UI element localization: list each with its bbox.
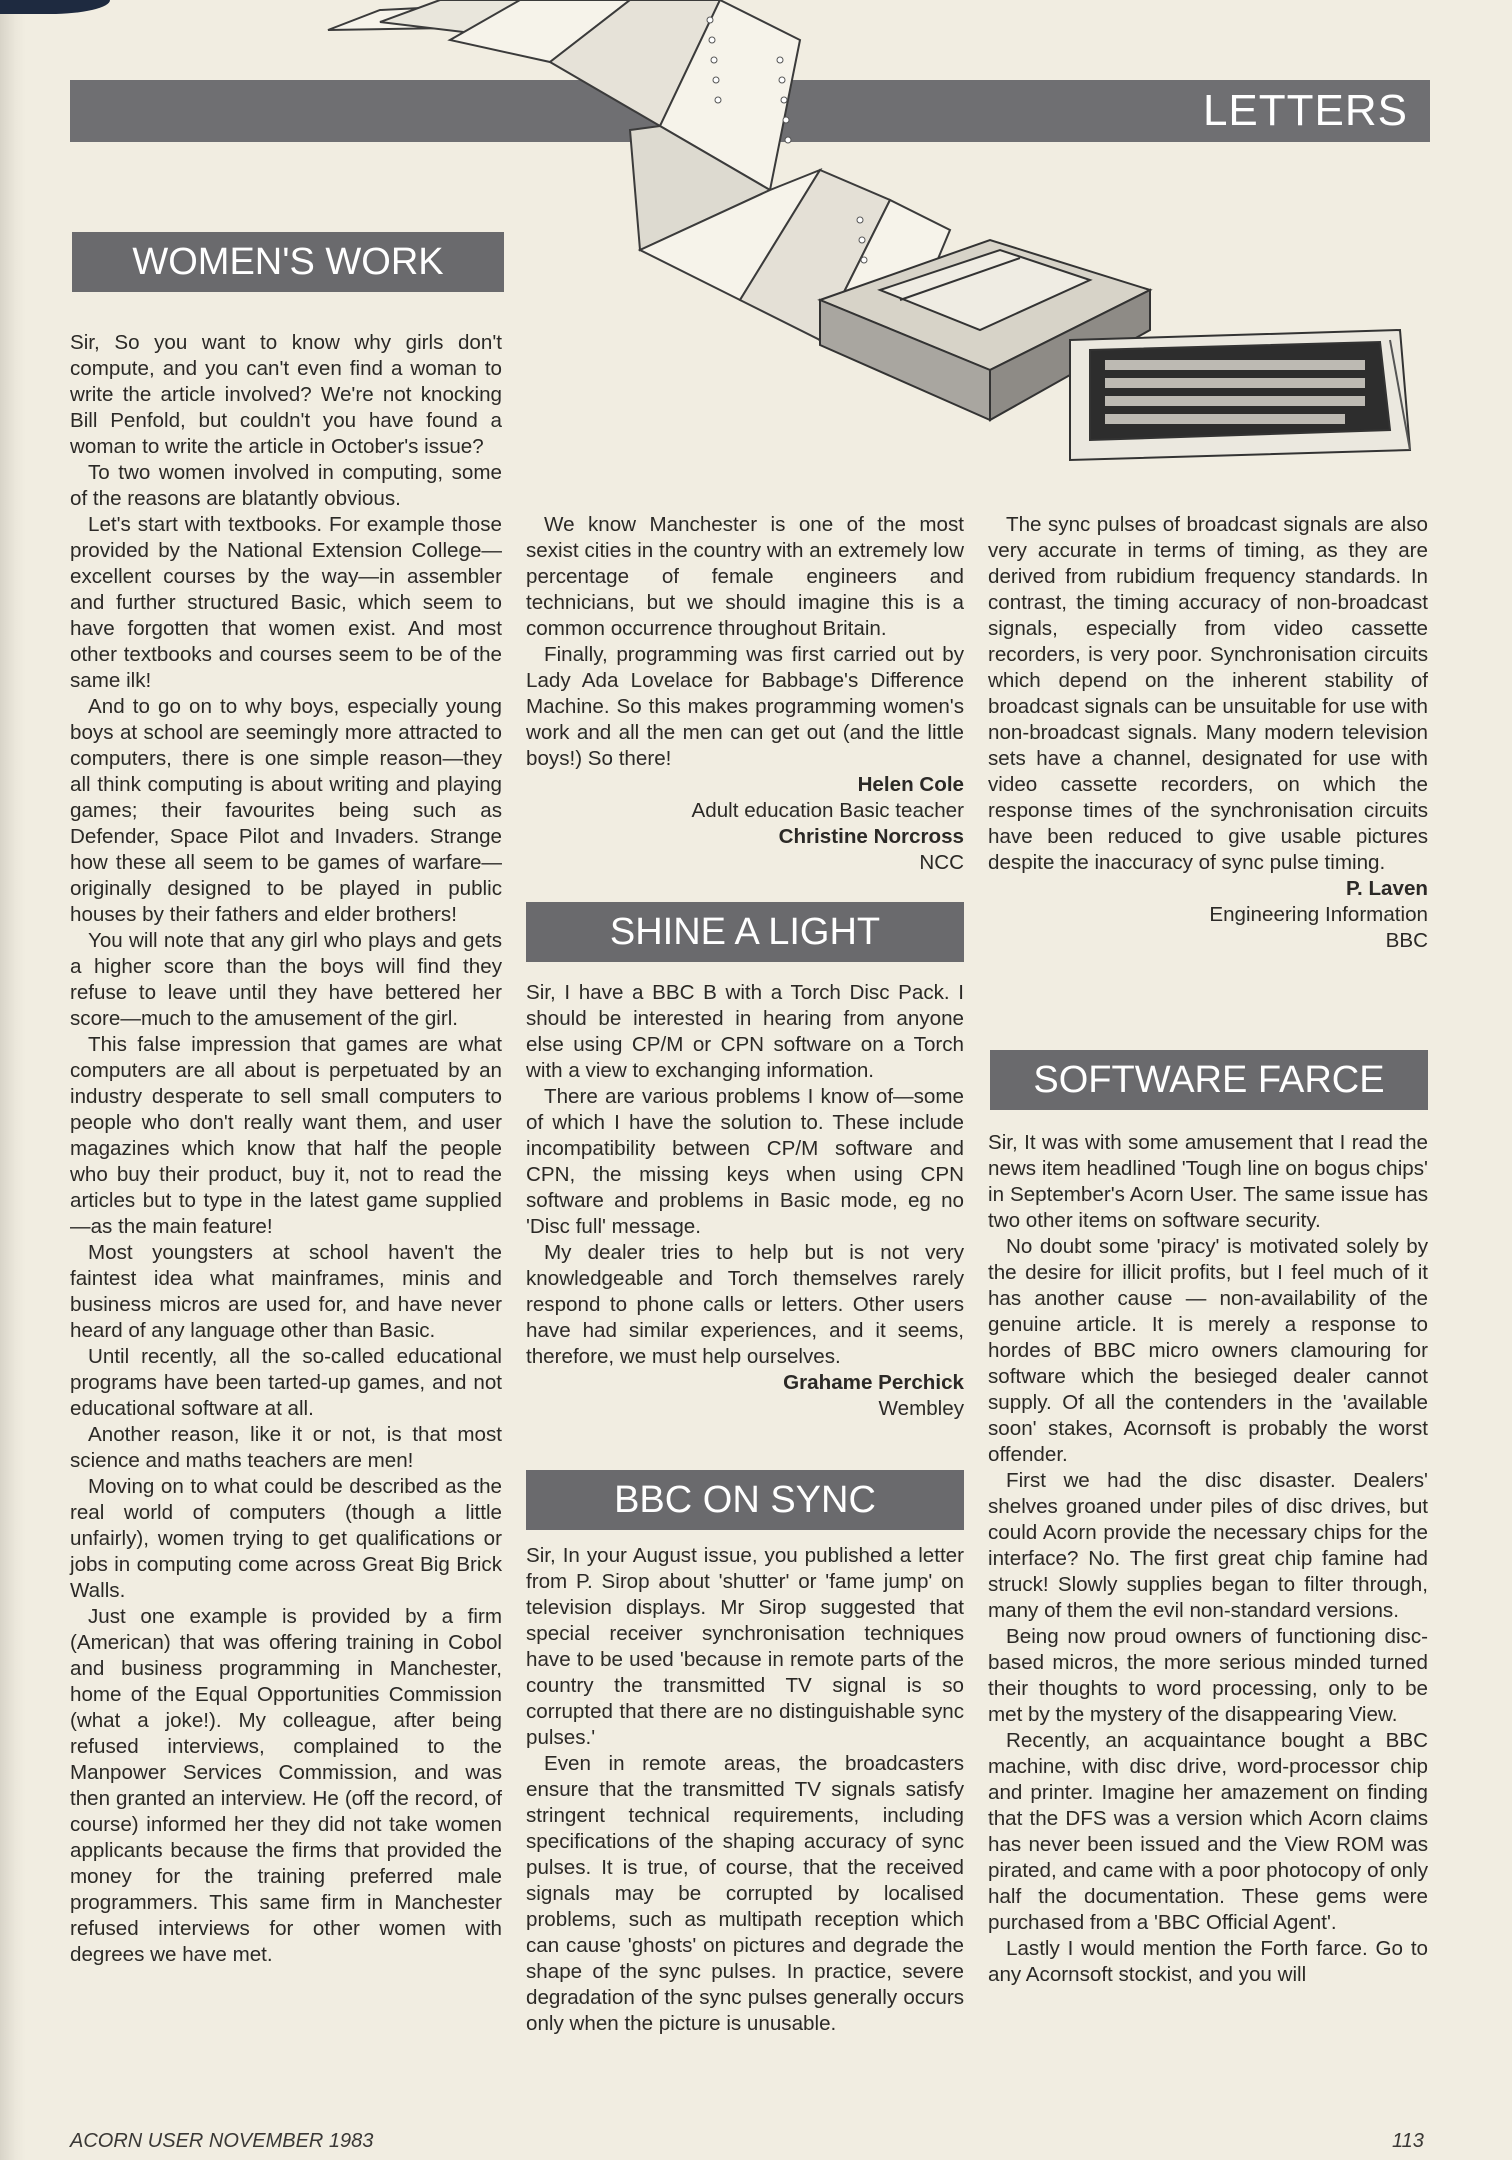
letter-paragraph: My dealer tries to help but is not very knowledgeable and Torch themselves rarely respond to phone calls or letters. Other users have had similar experiences, and it seems, therefore, we must help ourselves. (526, 1241, 964, 1368)
column-3 (988, 512, 1428, 954)
page-corner-shadow (0, 0, 110, 14)
letter-paragraph: And to go on to why boys, especially young boys at school are seemingly more attracted to computers, there is one simple reason—they all think computing is about writing and playing games; their favourites being such as Defender, Space Pilot and Invaders. Strange how these all seem to be games of warfare—originally designed to be played in public houses by their fathers and elder brothers! (70, 695, 502, 926)
letter-paragraph: Even in remote areas, the broadcasters ensure that the transmitted TV signals satisfy stringent technical requirements, including specifications of the shaping accuracy of sync pulses. It is true, of course, that the received signals may be corrupted by localised problems, such as multipath reception which can cause 'ghosts' on pictures and degrade the shape of the sync pulses. In practice, severe degradation of the sync pulses generally occurs only when the picture is unusable. (526, 1752, 964, 2035)
heading-software-farce: SOFTWARE FARCE (990, 1050, 1428, 1110)
signature-role: Engineering Information (1209, 903, 1428, 926)
letter-paragraph: You will note that any girl who plays and gets a higher score than the boys will find they refuse to leave until they have bettered her score—much to the amusement of the girl. (70, 929, 502, 1030)
signature-name: Christine Norcross (778, 825, 964, 848)
signature-org: NCC (919, 851, 964, 874)
letter-paragraph: Sir, I have a BBC B with a Torch Disc Pack. I should be interested in hearing from anyone else using CP/M or CPN software on a Torch with a view to exchanging information. (526, 981, 964, 1082)
heading-bbc-on-sync: BBC ON SYNC (526, 1470, 964, 1530)
heading-womens-work: WOMEN'S WORK (72, 232, 504, 292)
letter-paragraph: Most youngsters at school haven't the faintest idea what mainframes, minis and business micros are used for, and have never heard of any language other than Basic. (70, 1241, 502, 1342)
letter-paragraph: Being now proud owners of functioning disc-based micros, the more serious minded turned their thoughts to word processing, only to be met by the mystery of the disappearing View. (988, 1625, 1428, 1726)
letter-paragraph: Another reason, like it or not, is that most science and maths teachers are men! (70, 1423, 502, 1472)
signature-name: Grahame Perchick (783, 1371, 964, 1394)
letter-paragraph: Sir, In your August issue, you published a letter from P. Sirop about 'shutter' or 'fame jump' on television displays. Mr Sirop suggested that special receiver synchronisation techniques have to be used 'because in remote parts of the country the transmitted TV signal is so corrupted that there are no distinguishable sync pulses.' (526, 1544, 964, 1749)
footer-publication: ACORN USER NOVEMBER 1983 (70, 2130, 374, 2152)
letter-paragraph: This false impression that games are what computers are all about is perpetuated by an industry desperate to sell small computers to people who don't really want them, and user magazines which know that half the people who buy their product, buy it, not to read the articles but to type in the latest game supplied—as the main feature! (70, 1033, 502, 1238)
column-1 (70, 330, 502, 1968)
page-binding-edge (0, 0, 26, 2160)
column-2 (526, 512, 964, 876)
letter-paragraph: Lastly I would mention the Forth farce. Go to any Acornsoft stockist, and you will (988, 1937, 1428, 1986)
letter-paragraph: First we had the disc disaster. Dealers' shelves groaned under piles of disc drives, but could Acorn provide the necessary chips for the interface? No. The first great chip famine had struck! Slowly supplies began to filter through, many of them the evil non-standard versions. (988, 1469, 1428, 1622)
letter-paragraph: We know Manchester is one of the most sexist cities in the country with an extremely low percentage of female engineers and technicians, but we should imagine this is a common occurrence throughout Britain. (526, 513, 964, 640)
signature-role: Adult education Basic teacher (691, 799, 964, 822)
letter-paragraph: Recently, an acquaintance bought a BBC machine, with disc drive, word-processor chip and printer. Imagine her amazement on finding that the DFS was a version which Acorn claims has never been issued and the View ROM was pirated, and came with a poor photocopy of only half the documentation. These gems were purchased from a 'BBC Official Agent'. (988, 1729, 1428, 1934)
column-3-farce (988, 1130, 1428, 1988)
column-2-shine (526, 980, 964, 1422)
section-title: LETTERS (1202, 86, 1408, 135)
letter-paragraph: Until recently, all the so-called educational programs have been tarted-up games, and not educational software at all. (70, 1345, 502, 1420)
letter-paragraph: Just one example is provided by a firm (American) that was offering training in Cobol and business programming in Manchester, home of the Equal Opportunities Commission (what a joke!). My colleague, after being refused interviews, complained to the Manpower Services Commission, and was then granted an interview. He (off the record, of course) informed her they did not take women applicants because the firms that provided the money for the training preferred male programmers. This same firm in Manchester refused interviews for other women with degrees we have met. (70, 1605, 502, 1966)
signature-name: Helen Cole (857, 773, 964, 796)
heading-shine-a-light: SHINE A LIGHT (526, 902, 964, 962)
signature-org: BBC (1385, 929, 1428, 952)
letter-paragraph: Sir, It was with some amusement that I read the news item headlined 'Tough line on bogus chips' in September's Acorn User. The same issue has two other items on software security. (988, 1131, 1428, 1232)
page-number: 113 (1392, 2130, 1424, 2152)
letter-paragraph: Finally, programming was first carried out by Lady Ada Lovelace for Babbage's Difference Machine. So this makes programming women's work and all the men can get out (and the little boys!) So there! (526, 643, 964, 770)
letter-paragraph: To two women involved in computing, some of the reasons are blatantly obvious. (70, 461, 502, 510)
signature-name: P. Laven (1345, 877, 1428, 900)
signature-place: Wembley (878, 1397, 964, 1420)
column-2-sync (526, 1543, 964, 2037)
letter-paragraph: Let's start with textbooks. For example those provided by the National Extension College—excellent courses by the way—in assembler and further structured Basic, which seem to have forgotten that women exist. And most other textbooks and courses seem to be of the same ilk! (70, 513, 502, 692)
letter-paragraph: Sir, So you want to know why girls don't compute, and you can't even find a woman to write the article involved? We're not knocking Bill Penfold, but couldn't you have found a woman to write the article in October's issue? (70, 331, 502, 458)
letter-paragraph: No doubt some 'piracy' is motivated solely by the desire for illicit profits, but I feel much of it has another cause — non-availability of the genuine article. It is merely a response to hordes of BBC micro owners clamouring for software which the besieged dealer cannot supply. Of all the contenders in the 'available soon' stakes, Acornsoft is probably the worst offender. (988, 1235, 1428, 1466)
letter-paragraph: There are various problems I know of—some of which I have the solution to. These include incompatibility between CP/M software and CPN, the missing keys when using CPN software and problems in Basic mode, eg no 'Disc full' message. (526, 1085, 964, 1238)
letter-paragraph: Moving on to what could be described as the real world of computers (though a little unfairly), women trying to get qualifications or jobs in computing come across Great Big Brick Walls. (70, 1475, 502, 1602)
letter-paragraph: The sync pulses of broadcast signals are also very accurate in terms of timing, as they are derived from rubidium frequency standards. In contrast, the timing accuracy of non-broadcast signals, especially from video cassette recorders, is very poor. Synchronisation circuits which depend on the inherent stability of broadcast signals can be unsuitable for use with non-broadcast signals. Many modern television sets have a channel, designated for use with video cassette recorders, on which the response times of the synchronisation circuits have been reduced to give usable pictures despite the inaccuracy of sync pulse timing. (988, 513, 1428, 874)
